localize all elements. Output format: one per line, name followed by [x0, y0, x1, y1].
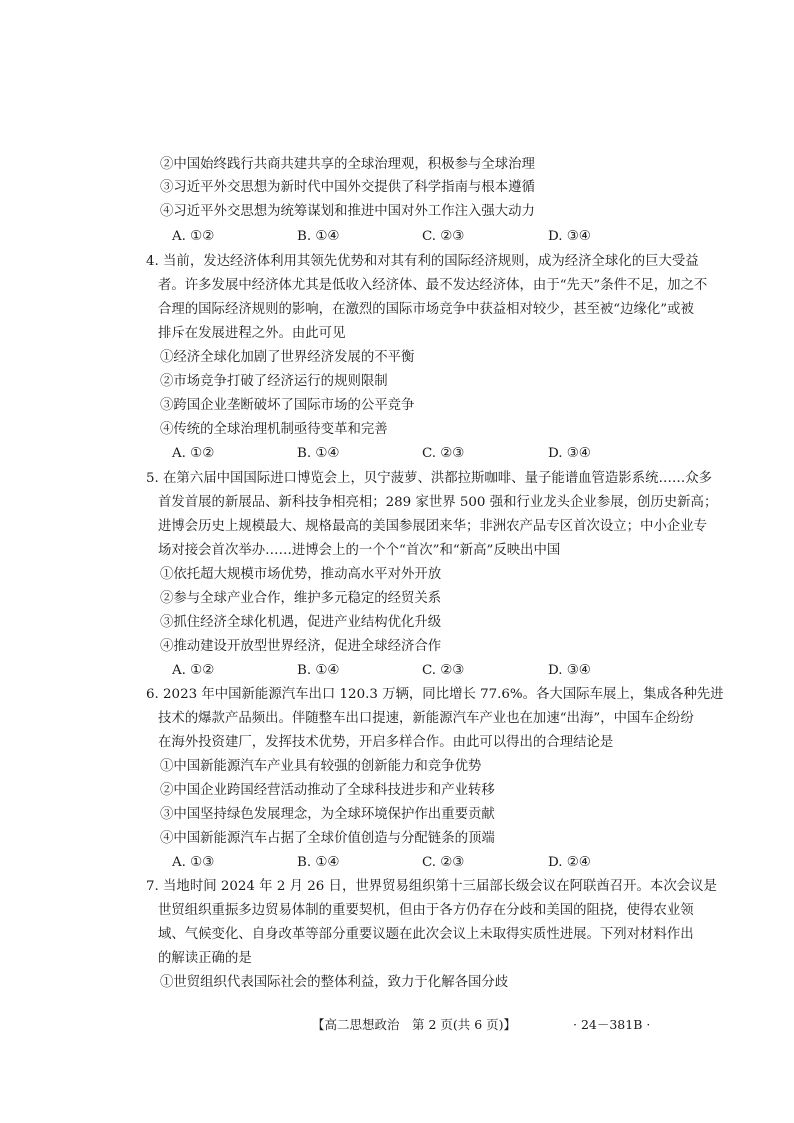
q7-option-1: ①世贸组织代表国际社会的整体利益，致力于化解各国分歧 — [160, 975, 509, 990]
q4-option-1: ①经济全球化加剧了世界经济发展的不平衡 — [160, 350, 415, 365]
q3-option-4: ④习近平外交思想为统筹谋划和推进中国对外工作注入强大动力 — [160, 204, 535, 219]
q5-stem-line-1: 5. 在第六届中国国际进口博览会上，贝宁菠萝、洪都拉斯咖啡、量子能谱血管造影系统……众多 — [146, 471, 713, 486]
q6-choice-a: A. ①③ — [172, 855, 215, 870]
q6-option-3: ③中国坚持绿色发展理念，为全球环境保护作出重要贡献 — [160, 807, 495, 822]
q5-choice-c: C. ②③ — [422, 663, 465, 678]
q3-option-2: ②中国始终践行共商共建共享的全球治理观，积极参与全球治理 — [160, 157, 535, 172]
q5-choice-d: D. ③④ — [548, 663, 591, 678]
q6-stem-line-3: 在海外投资建厂，发挥技术优势，开启多样合作。由此可以得出的合理结论是 — [158, 735, 614, 750]
q4-option-4: ④传统的全球治理机制亟待变革和完善 — [160, 422, 388, 437]
q5-choice-a: A. ①② — [172, 663, 215, 678]
q5-stem-line-4: 场对接会首次举办……进博会上的一个个“首次”和“新高”反映出中国 — [158, 543, 561, 558]
q4-choice-b: B. ①④ — [297, 446, 340, 461]
q6-choice-b: B. ①④ — [297, 855, 340, 870]
q7-stem-line-1: 7. 当地时间 2024 年 2 月 26 日，世界贸易组织第十三届部长级会议在阿联酋召开。本次会议是 — [146, 879, 717, 894]
q5-option-3: ③抓住经济全球化机遇，促进产业结构优化升级 — [160, 615, 442, 630]
q5-option-4: ④推动建设开放型世界经济，促进全球经济合作 — [160, 639, 442, 654]
q6-option-1: ①中国新能源汽车产业具有较强的创新能力和竞争优势 — [160, 759, 482, 774]
q5-stem-line-3: 进博会历史上规模最大、规格最高的美国参展团来华；非洲农产品专区首次设立；中小企业专 — [158, 519, 708, 534]
q6-stem-line-2: 技术的爆款产品频出。伴随整车出口提速，新能源汽车产业也在加速“出海”，中国车企纷纷 — [158, 711, 694, 726]
q4-option-2: ②市场竞争打破了经济运行的规则限制 — [160, 374, 388, 389]
q4-stem-line-4: 排斥在发展进程之外。由此可见 — [158, 326, 346, 341]
q3-choice-b: B. ①④ — [297, 229, 340, 244]
page-footer-code: · 24－381B · — [573, 1017, 651, 1032]
q5-choices — [172, 661, 672, 681]
q3-choice-d: D. ③④ — [548, 229, 591, 244]
q6-stem-line-1: 6. 2023 年中国新能源汽车出口 120.3 万辆，同比增长 77.6%。各大国际车展上，集成各种先进 — [146, 687, 724, 702]
q6-choices — [172, 853, 672, 873]
q4-stem-line-2: 者。许多发展中经济体尤其是低收入经济体、最不发达经济体，由于“先天”条件不足，加之不 — [158, 278, 708, 293]
q5-stem-line-2: 首发首展的新展品、新科技争相亮相；289 家世界 500 强和行业龙头企业参展，创历史新高； — [158, 495, 718, 510]
q6-choice-c: C. ②③ — [422, 855, 465, 870]
q7-stem-line-4: 的解读正确的是 — [158, 951, 252, 966]
q3-choice-a: A. ①② — [172, 229, 215, 244]
q5-option-2: ②参与全球产业合作，维护多元稳定的经贸关系 — [160, 591, 442, 606]
q7-stem-line-2: 世贸组织重振多边贸易体制的重要契机，但由于各方仍存在分歧和美国的阻挠，使得农业领 — [158, 903, 694, 918]
q4-choice-a: A. ①② — [172, 446, 215, 461]
q3-choices — [172, 227, 672, 247]
q4-choices — [172, 444, 672, 464]
q4-stem-line-1: 4. 当前，发达经济体利用其领先优势和对其有利的国际经济规则，成为经济全球化的巨大受益 — [146, 254, 699, 269]
q5-option-1: ①依托超大规模市场优势，推动高水平对外开放 — [160, 567, 442, 582]
q6-option-2: ②中国企业跨国经营活动推动了全球科技进步和产业转移 — [160, 783, 495, 798]
q4-choice-c: C. ②③ — [422, 446, 465, 461]
q4-option-3: ③跨国企业垄断破坏了国际市场的公平竞争 — [160, 398, 415, 413]
q3-choice-c: C. ②③ — [422, 229, 465, 244]
q6-option-4: ④中国新能源汽车占据了全球价值创造与分配链条的顶端 — [160, 831, 495, 846]
q5-choice-b: B. ①④ — [297, 663, 340, 678]
q3-option-3: ③习近平外交思想为新时代中国外交提供了科学指南与根本遵循 — [160, 180, 535, 195]
q7-stem-line-3: 域、气候变化、自身改革等部分重要议题在此次会议上未取得实质性进展。下列对材料作出 — [158, 927, 694, 942]
q4-stem-line-3: 合理的国际经济规则的影响，在激烈的国际市场竞争中获益相对较少，甚至被“边缘化”或被 — [158, 302, 694, 317]
q6-choice-d: D. ②④ — [548, 855, 591, 870]
page-footer-label: 【高二思想政治 第 2 页(共 6 页)】 — [312, 1017, 517, 1032]
q4-choice-d: D. ③④ — [548, 446, 591, 461]
